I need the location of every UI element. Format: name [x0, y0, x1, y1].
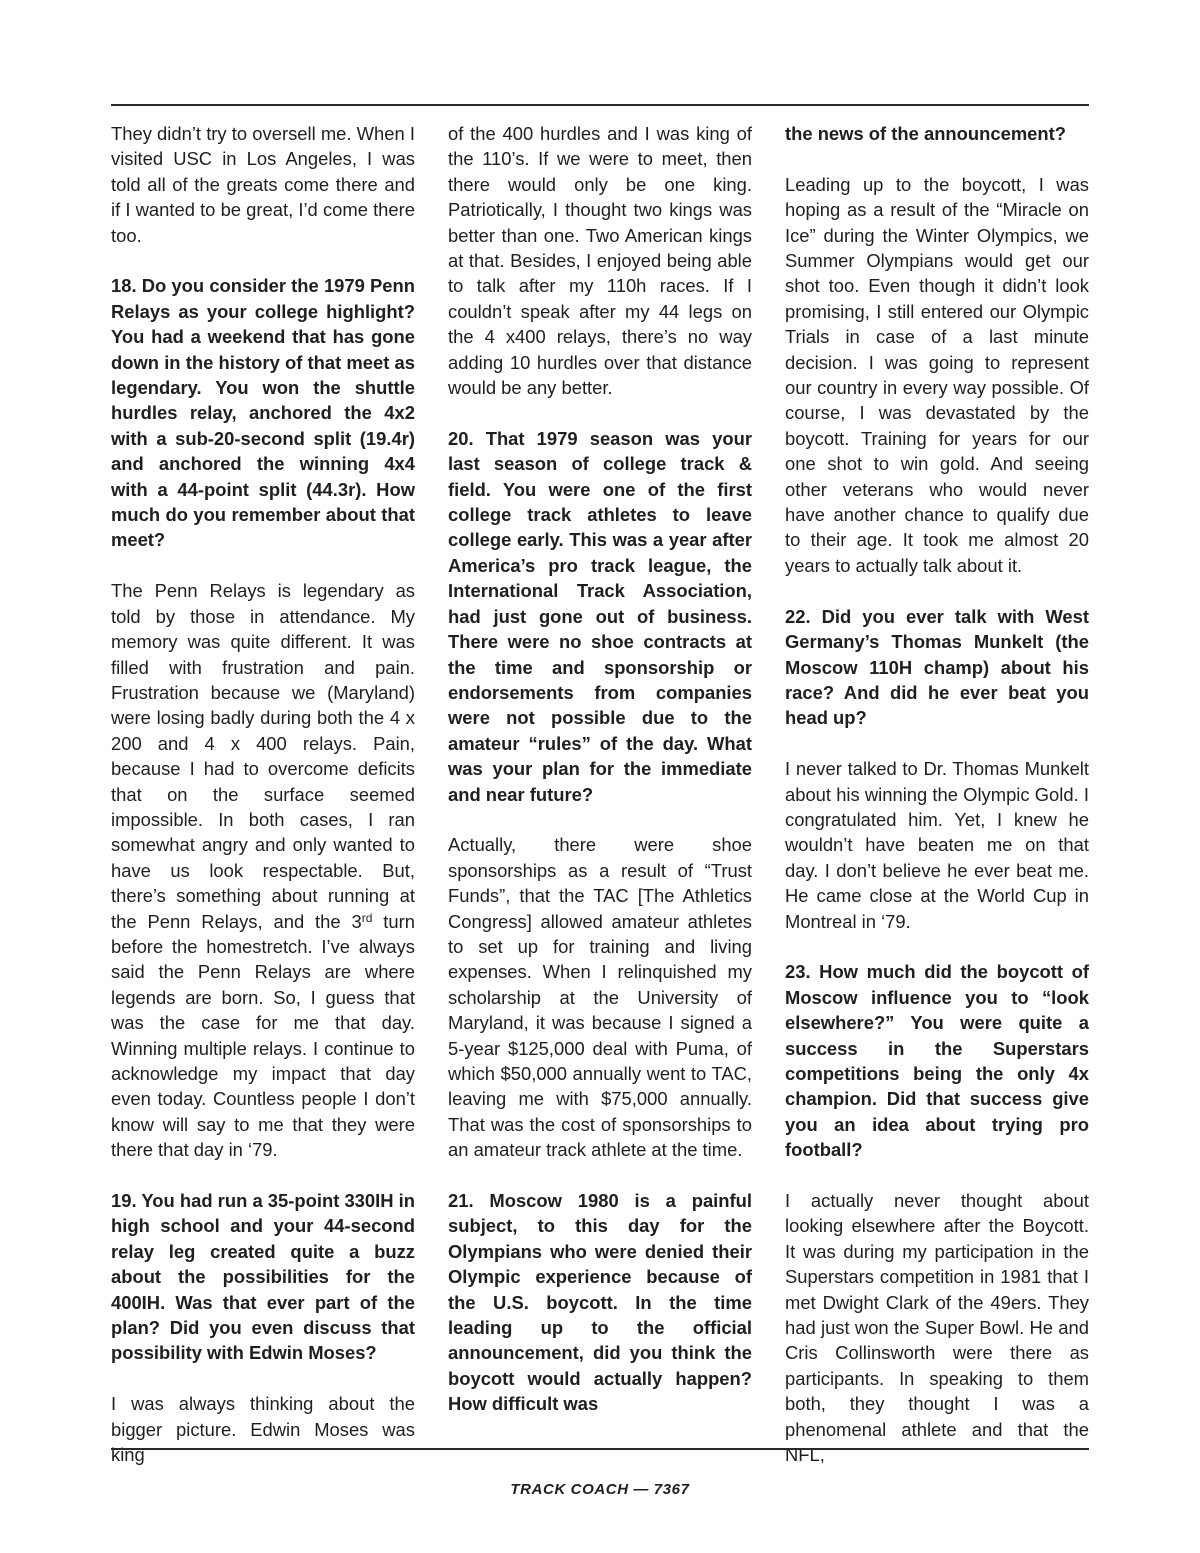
question-22: 22. Did you ever talk with West Germany’s Thomas Munkelt (the Moscow 110H champ) about his race? And did he ever beat you head up?	[785, 605, 1089, 729]
bottom-rule	[111, 1448, 1089, 1450]
answer-paragraph: They didn’t try to oversell me. When I visited USC in Los Angeles, I was told all of the greats come there and if I wanted to be great, I’d come there too.	[111, 123, 415, 246]
answer-paragraph: I never talked to Dr. Thomas Munkelt about his winning the Olympic Gold. I congratulated him. Yet, I knew he wouldn’t have beaten me on that day. I don’t believe he ever beat me. He came close at the World Cup in Montreal in ‘79.	[785, 758, 1089, 932]
question-19: 19. You had run a 35-point 330IH in high school and your 44-second relay leg created quite a buzz about the possibilities for the 400IH. Was that ever part of the plan? Did you even discuss that possibility with Edwin Moses?	[111, 1190, 415, 1364]
question-20: 20. That 1979 season was your last season of college track & field. You were one of the first college track athletes to leave college early. This was a year after America’s pro track league, the International Track Association, had just gone out of business. There were no shoe contracts at the time and sponsorship or endorsements from companies were not possible due to the amateur “rules” of the day. What was your plan for the immediate and near future?	[448, 427, 752, 805]
page-footer: TRACK COACH — 7367	[510, 1481, 690, 1498]
article-column-2	[448, 121, 752, 1439]
answer-text: turn before the homestretch. I’ve always said the Penn Relays are where legends are born. So, I guess that was the case for me that day. Winning multiple relays. I continue to acknowledge my impact that day even today. Countless people I don’t know will say to me that they were there that day in ‘79.	[111, 910, 415, 1161]
answer-paragraph: Actually, there were shoe sponsorships as a result of “Trust Funds”, that the TAC [The Athletics Congress] allowed amateur athletes to set up for training and living expenses. When I relinquished my scholarship at the University of Maryland, it was because I signed a 5-year $125,000 deal with Puma, of which $50,000 annually went to TAC, leaving me with $75,000 annually. That was the cost of sponsorships to an amateur track athlete at the time.	[448, 834, 752, 1161]
answer-paragraph: Leading up to the boycott, I was hoping as a result of the “Miracle on Ice” during the Winter Olympics, we Summer Olympians would get our shot too. Even though it didn’t look promising, I still entered our Olympic Trials in case of a last minute decision. I was going to represent our country in every way possible. Of course, I was devastated by the boycott. Training for years for our one shot to win gold. And seeing other veterans who would never have another chance to qualify due to their age. It took me almost 20 years to actually talk about it.	[785, 173, 1089, 576]
article-column-3	[785, 121, 1089, 1466]
question-21: 21. Moscow 1980 is a painful subject, to this day for the Olympians who were denied their Olympic experience because of the U.S. boycott. In the time leading up to the official announcement, did you think the boycott would actually happen? How difficult was	[448, 1190, 752, 1415]
answer-text: The Penn Relays is legendary as told by those in attendance. My memory was quite different. It was filled with frustration and pain. Frustration because we (Maryland) were losing badly during both the 4 x 200 and 4 x 400 relays. Pain, because I had to overcome deficits that on the surface seemed impossible. In both cases, I ran somewhat angry and only wanted to have us look respectable. But, there’s something about running at the Penn Relays, and the 3	[111, 580, 415, 932]
answer-paragraph: of the 400 hurdles and I was king of the 110’s. If we were to meet, then there would only be one king. Patriotically, I thought two kings was better than one. Two American kings at that. Besides, I enjoyed being able to talk after my 110h races. If I couldn’t speak after my 44 legs on the 4 x400 relays, there’s no way adding 10 hurdles over that distance would be any better.	[448, 123, 752, 399]
answer-paragraph: I was always thinking about the bigger picture. Edwin Moses was king	[111, 1393, 415, 1466]
answer-paragraph	[111, 578, 415, 1162]
article-column-1	[111, 121, 415, 1466]
top-rule	[111, 104, 1089, 106]
question-23: 23. How much did the boycott of Moscow influence you to “look elsewhere?” You were quite a success in the Superstars competitions being the only 4x champion. Did that success give you an idea about trying pro football?	[785, 961, 1089, 1161]
question-21-continued: the news of the announcement?	[785, 123, 1066, 144]
answer-paragraph: I actually never thought about looking elsewhere after the Boycott. It was during my participation in the Superstars competition in 1981 that I met Dwight Clark of the 49ers. They had just won the Super Bowl. He and Cris Collinsworth were there as participants. In speaking to them both, they thought I was a phenomenal athlete and that the NFL,	[785, 1189, 1089, 1466]
ordinal-suffix: rd	[361, 910, 373, 925]
question-18: 18. Do you consider the 1979 Penn Relays as your college highlight? You had a weekend that has gone down in the history of that meet as legendary. You won the shuttle hurdles relay, anchored the 4x2 with a sub-20-second split (19.4r) and anchored the winning 4x4 with a 44-point split (44.3r). How much do you remember about that meet?	[111, 275, 415, 551]
